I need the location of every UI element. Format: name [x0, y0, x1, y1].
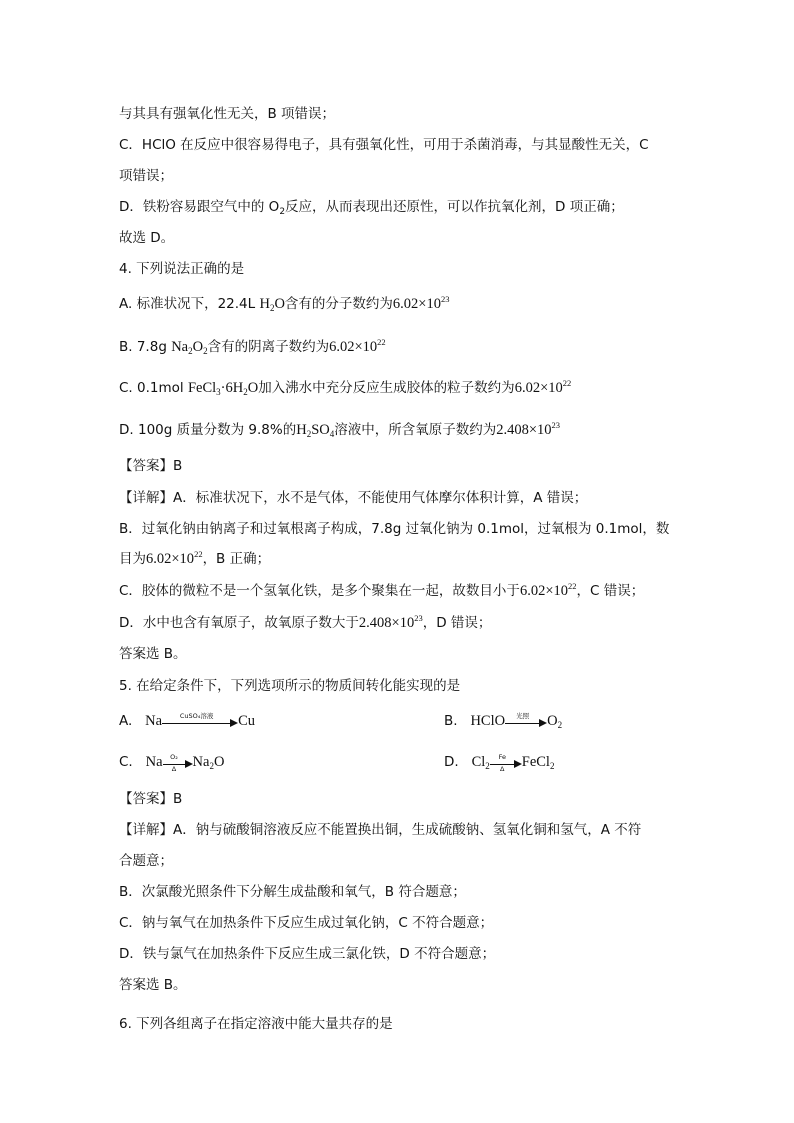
question-6-stem: 6. 下列各组离子在指定溶液中能大量共存的是 — [119, 1016, 393, 1032]
explanation-line: C．胶体的微粒不是一个氢氧化铁，是多个聚集在一起，故数目小于$6.02\times 10^{22}$，C 错误； — [119, 581, 645, 599]
question-5-option-b: B. HClO 光照 $O_2$ — [444, 712, 563, 730]
question-5-answer: 【答案】B — [119, 791, 183, 807]
explanation-line: B．次氯酸光照条件下分解生成盐酸和氧气，B 符合题意； — [119, 884, 466, 900]
question-4-option-d: D. 100g 质量分数为 9.8%的$H_2SO_4$溶液中，所含氧原子数约为$2.408\times 10^{23}$ — [119, 420, 561, 439]
explanation-line: 目为$6.02\times 10^{22}$，B 正确； — [119, 549, 271, 567]
explanation-line: D．铁与氯气在加热条件下反应生成三氯化铁，D 不符合题意； — [119, 946, 496, 962]
explanation-line: D．水中也含有氧原子，故氧原子数大于$2.408\times 10^{23}$，D 错误； — [119, 613, 492, 631]
explanation-line: 【详解】A．标准状况下，水不是气体，不能使用气体摩尔体积计算，A 错误； — [119, 490, 588, 506]
question-4-option-c: C. 0.1mol $FeCl_3\cdot 6H_2O$加入沸水中充分反应生成胶体的粒子数约为$6.02\times 10^{22}$ — [119, 378, 572, 397]
question-4-option-a: A. 标准状况下，22.4L $H_2O$含有的分子数约为$6.02\times 10^{23}$ — [119, 294, 450, 313]
question-5-option-d: D. $Cl_2$ $\frac{Fe}{\Delta}$ FeCl$_2$ — [444, 753, 555, 773]
reaction-arrow: CuSO₄溶液 — [162, 714, 238, 728]
question-5-stem: 5. 在给定条件下，下列选项所示的物质间转化能实现的是 — [119, 678, 461, 694]
question-4-answer: 【答案】B — [119, 458, 183, 474]
conclusion-line: 答案选 B。 — [119, 977, 187, 993]
explanation-line: 与其具有强氧化性无关，B 项错误； — [119, 106, 336, 122]
explanation-line: B．过氧化钠由钠离子和过氧根离子构成，7.8g 过氧化钠为 0.1mol，过氧根为 0.1mol，数 — [119, 521, 670, 537]
explanation-line: 项错误； — [119, 168, 173, 184]
question-4-option-b: B. 7.8g $Na_2O_2$含有的阴离子数约为$6.02\times 10^{22}$ — [119, 337, 386, 356]
question-5-option-a: A. Na CuSO₄溶液 Cu — [119, 712, 256, 729]
explanation-line: C．钠与氧气在加热条件下反应生成过氧化钠，C 不符合题意； — [119, 915, 494, 931]
reaction-arrow: $\frac{\text{O₂}}{\Delta}$ — [163, 755, 193, 769]
explanation-line: D．铁粉容易跟空气中的 $O_2$反应，从而表现出还原性，可以作抗氧化剂，D 项正确； — [119, 199, 624, 217]
question-4-stem: 4. 下列说法正确的是 — [119, 261, 245, 277]
reaction-arrow: 光照 — [505, 714, 547, 728]
conclusion-line: 答案选 B。 — [119, 646, 187, 662]
reaction-arrow: $\frac{Fe}{\Delta}$ — [490, 755, 522, 769]
explanation-line: 合题意； — [119, 853, 173, 869]
explanation-line: C．HClO 在反应中很容易得电子，具有强氧化性，可用于杀菌消毒，与其显酸性无关，C — [119, 137, 649, 153]
explanation-line: 【详解】A．钠与硫酸铜溶液反应不能置换出铜，生成硫酸钠、氢氧化铜和氢气，A 不符 — [119, 822, 642, 838]
question-5-option-c: C. Na $\frac{\text{O₂}}{\Delta}$ $Na_2O$ — [119, 753, 225, 773]
conclusion-line: 故选 D。 — [119, 230, 175, 246]
